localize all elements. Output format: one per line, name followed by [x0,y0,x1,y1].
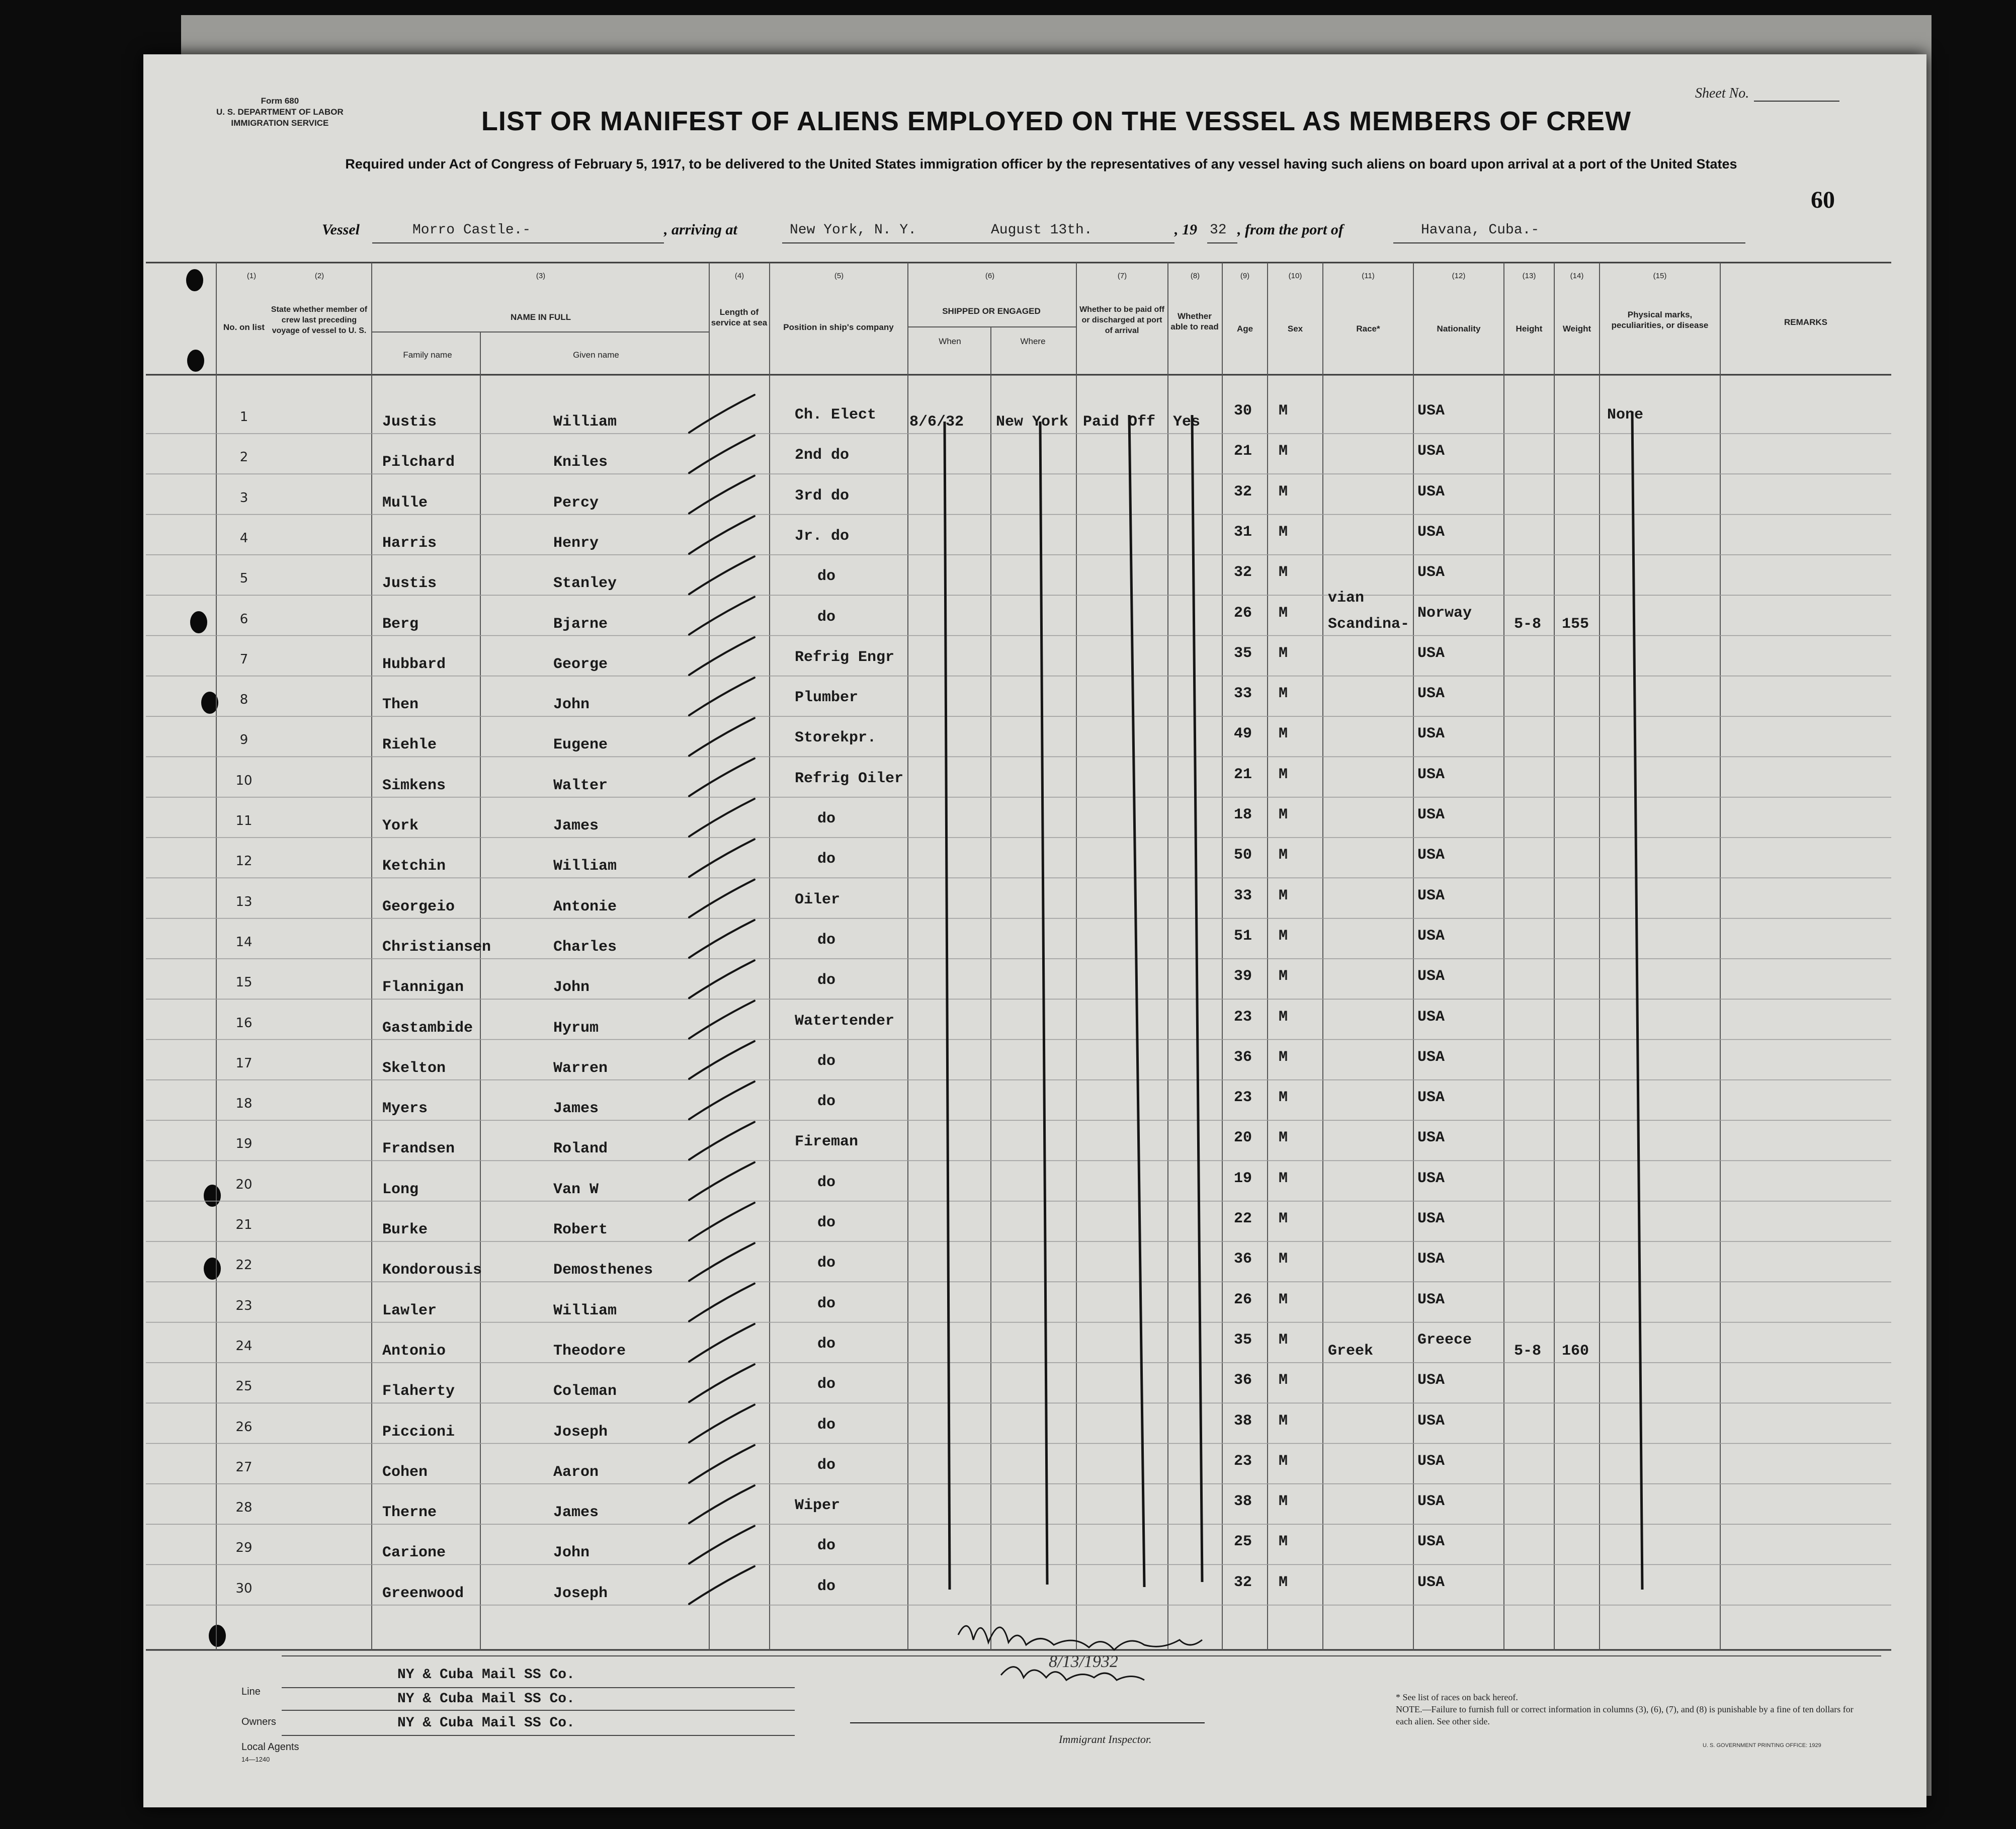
row-number: 30 [235,1581,253,1596]
position-cell: do [817,1052,836,1070]
sex-cell: M [1279,1210,1288,1227]
sex-cell: M [1279,1008,1288,1026]
position-cell: do [817,1335,836,1353]
given-name-cell: Antonie [553,898,617,916]
family-name-cell: Ketchin [382,858,446,875]
line-value: NY & Cuba Mail SS Co. [397,1667,575,1683]
sex-cell: M [1279,1372,1288,1389]
vessel-name: Morro Castle.- [412,222,531,238]
age-cell: 23 [1234,1008,1252,1026]
row-number: 10 [235,773,253,788]
given-name-cell: James [553,1100,599,1118]
age-cell: 32 [1234,483,1252,501]
given-name-cell: Kniles [553,454,608,471]
age-cell: 35 [1234,644,1252,662]
sex-cell: M [1279,1129,1288,1147]
family-name-cell: Long [382,1181,419,1198]
position-cell: Wiper [795,1497,841,1515]
nationality-cell: USA [1417,1372,1445,1389]
position-cell: do [817,1174,836,1191]
weight-cell: 155 [1562,615,1589,633]
col-number: (7) [1117,272,1127,280]
family-name-cell: Piccioni [382,1423,455,1441]
given-name-cell: Eugene [553,736,608,754]
header-sex: Sex [1287,324,1303,334]
sex-cell: M [1279,847,1288,864]
col-number: (15) [1653,272,1667,280]
nationality-cell: USA [1417,644,1445,662]
header-physical-marks: Physical marks, peculiarities, or disease [1611,310,1709,330]
sex-cell: M [1279,604,1288,622]
position-cell: do [817,1093,836,1111]
family-name-cell: Pilchard [382,454,455,471]
row-number: 20 [235,1177,253,1192]
age-cell: 39 [1234,968,1252,985]
family-name-cell: Greenwood [382,1585,464,1602]
nationality-cell: USA [1417,1210,1445,1227]
position-cell: Jr. do [795,527,850,545]
sex-cell: M [1279,1573,1288,1591]
row-number: 23 [235,1298,253,1313]
header-paid-off: Whether to be paid off or discharged at port of arrival [1079,305,1164,335]
position-cell: do [817,931,836,949]
sheet-label: Sheet No. [1695,86,1749,101]
age-cell: 33 [1234,887,1252,904]
given-name-cell: Charles [553,938,617,956]
row-number: 8 [239,692,248,708]
nationality-cell: USA [1417,1008,1445,1026]
sex-cell: M [1279,1048,1288,1066]
col-number: (2) [314,272,324,280]
vessel-label: Vessel [322,221,360,238]
col-number: (10) [1288,272,1302,280]
family-name-cell: Carione [382,1544,446,1562]
family-name-cell: York [382,817,419,835]
row-number: 16 [235,1015,253,1031]
nationality-cell: USA [1417,1089,1445,1107]
nationality-cell: USA [1417,443,1445,460]
row-number: 3 [239,490,248,506]
age-cell: 23 [1234,1089,1252,1107]
position-cell: Fireman [795,1133,859,1151]
department-name: U. S. DEPARTMENT OF LABOR [216,107,344,117]
family-name-cell: Antonio [382,1342,446,1360]
agents-code: 14—1240 [241,1756,270,1763]
position-cell: do [817,1456,836,1474]
position-cell: Refrig Oiler [795,770,904,787]
from-port: Havana, Cuba.- [1421,222,1540,238]
sex-cell: M [1279,1452,1288,1470]
age-cell: 50 [1234,847,1252,864]
given-name-cell: Percy [553,494,599,512]
nationality-cell: USA [1417,523,1445,541]
header-height: Height [1516,324,1543,334]
sex-cell: M [1279,1089,1288,1107]
family-name-cell: Frandsen [382,1140,455,1158]
header-age: Age [1236,324,1253,334]
page-number: 60 [1811,187,1835,213]
row-number: 22 [235,1258,253,1273]
col-number: (8) [1190,272,1200,280]
header-shipped-engaged: SHIPPED OR ENGAGED [942,306,1041,316]
arriving-label: , arriving at [664,221,737,238]
row-number: 1 [239,409,248,425]
age-cell: 51 [1234,927,1252,945]
owners-value: NY & Cuba Mail SS Co. [397,1691,575,1707]
race-cell-continued: vian [1328,589,1365,607]
age-cell: 20 [1234,1129,1252,1147]
family-name-cell: Hubbard [382,655,446,673]
height-cell: 5-8 [1514,1342,1542,1360]
family-name-cell: Therne [382,1504,437,1522]
header-name-in-full: NAME IN FULL [511,312,571,322]
family-name-cell: Riehle [382,736,437,754]
note-penalty: NOTE.—Failure to furnish full or correct information in columns (3), (6), (7), and (8) is punishable by a fine of ten dollars for each alien. See other side. [1396,1704,1854,1726]
given-name-cell: Stanley [553,575,617,593]
header-able-to-read: Whether able to read [1170,311,1219,331]
position-cell: do [817,810,836,827]
family-name-cell: Simkens [382,777,446,794]
col-number: (4) [734,272,744,280]
nationality-cell: USA [1417,1170,1445,1187]
sex-cell: M [1279,644,1288,662]
family-name-cell: Flaherty [382,1383,455,1400]
paid-off-cell: Paid Off [1083,413,1156,431]
position-cell: Storekpr. [795,729,877,747]
age-cell: 36 [1234,1048,1252,1066]
nationality-cell: USA [1417,927,1445,945]
age-cell: 19 [1234,1170,1252,1187]
row-number: 9 [239,732,248,748]
given-name-cell: Warren [553,1059,608,1077]
sex-cell: M [1279,443,1288,460]
header-when: When [939,337,961,346]
header-remarks: REMARKS [1784,317,1827,327]
nationality-cell: USA [1417,564,1445,581]
header-race: Race* [1356,324,1380,334]
nationality-cell: USA [1417,1452,1445,1470]
sex-cell: M [1279,1412,1288,1430]
weight-cell: 160 [1562,1342,1589,1360]
age-cell: 26 [1234,604,1252,622]
nationality-cell: USA [1417,847,1445,864]
sex-cell: M [1279,1170,1288,1187]
sex-cell: M [1279,564,1288,581]
position-cell: do [817,608,836,626]
sex-cell: M [1279,766,1288,783]
sex-cell: M [1279,968,1288,985]
given-name-cell: John [553,696,590,714]
sex-cell: M [1279,483,1288,501]
when-cell: 8/6/32 [909,413,964,431]
nationality-cell: USA [1417,725,1445,743]
row-number: 15 [235,975,253,990]
position-cell: Oiler [795,891,841,908]
owners-label: Owners [241,1716,276,1727]
family-name-cell: Harris [382,534,437,552]
age-cell: 18 [1234,806,1252,823]
nationality-cell: USA [1417,1291,1445,1308]
position-cell: Watertender [795,1012,895,1030]
age-cell: 26 [1234,1291,1252,1308]
nationality-cell: USA [1417,1048,1445,1066]
nationality-cell: USA [1417,766,1445,783]
nationality-cell: USA [1417,1251,1445,1268]
race-cell: Greek [1328,1342,1374,1360]
header-where: Where [1020,337,1046,346]
given-name-cell: John [553,979,590,996]
header-weight: Weight [1562,324,1591,334]
family-name-cell: Gastambide [382,1019,473,1037]
year-suffix: 32 [1210,222,1227,238]
position-cell: do [817,851,836,868]
col-number: (9) [1240,272,1250,280]
nationality-cell: USA [1417,1129,1445,1147]
family-name-cell: Burke [382,1221,428,1238]
given-name-cell: William [553,413,617,431]
document-title: LIST OR MANIFEST OF ALIENS EMPLOYED ON THE VESSEL AS MEMBERS OF CREW [481,106,1632,136]
sex-cell: M [1279,725,1288,743]
from-label: , from the port of [1237,221,1343,238]
position-cell: do [817,1416,836,1434]
nationality-cell: USA [1417,887,1445,904]
sex-cell: M [1279,1331,1288,1349]
height-cell: 5-8 [1514,615,1542,633]
position-cell: do [817,972,836,989]
row-number: 25 [235,1379,253,1394]
age-cell: 38 [1234,1493,1252,1511]
position-cell: do [817,1537,836,1555]
sex-cell: M [1279,685,1288,703]
row-number: 14 [235,934,253,950]
family-name-cell: Skelton [382,1059,446,1077]
col-number: (3) [536,272,546,280]
given-name-cell: Walter [553,777,608,794]
row-number: 13 [235,894,253,909]
row-number: 17 [235,1055,253,1071]
nationality-cell: USA [1417,483,1445,501]
given-name-cell: Van W [553,1181,599,1198]
family-name-cell: Cohen [382,1463,428,1481]
col-number: (1) [246,272,257,280]
agents-value: NY & Cuba Mail SS Co. [397,1715,575,1731]
sex-cell: M [1279,1291,1288,1308]
given-name-cell: Aaron [553,1463,599,1481]
position-cell: do [817,568,836,586]
given-name-cell: Joseph [553,1423,608,1441]
nationality-cell: USA [1417,685,1445,703]
col-number: (11) [1362,272,1375,280]
family-name-cell: Mulle [382,494,428,512]
row-number: 6 [239,611,248,627]
position-cell: Ch. Elect [795,406,877,424]
family-name-cell: Justis [382,575,437,593]
sex-cell: M [1279,1251,1288,1268]
position-cell: do [817,1214,836,1231]
position-cell: Plumber [795,689,859,707]
position-cell: Refrig Engr [795,648,895,666]
form-number: Form 680 [261,96,299,106]
nationality-cell: USA [1417,1533,1445,1551]
sex-cell: M [1279,523,1288,541]
nationality-cell: USA [1417,806,1445,823]
sex-cell: M [1279,806,1288,823]
row-number: 4 [239,530,248,546]
row-number: 26 [235,1419,253,1435]
age-cell: 21 [1234,443,1252,460]
family-name-cell: Lawler [382,1302,437,1319]
sex-cell: M [1279,1493,1288,1511]
given-name-cell: George [553,655,608,673]
age-cell: 36 [1234,1372,1252,1389]
family-name-cell: Myers [382,1100,428,1118]
nationality-cell: USA [1417,1493,1445,1511]
col-number: (5) [834,272,844,280]
row-number: 28 [235,1500,253,1516]
family-name-cell: Georgeio [382,898,455,916]
printing-office: U. S. GOVERNMENT PRINTING OFFICE: 1929 [1703,1742,1821,1749]
given-name-cell: William [553,1302,617,1319]
header-state-whether: State whether member of crew last preceding voyage of vessel to U. S. [271,305,368,335]
position-cell: do [817,1295,836,1312]
sex-cell: M [1279,927,1288,945]
family-name-cell: Then [382,696,419,714]
given-name-cell: Demosthenes [553,1262,653,1279]
family-name-cell: Kondorousis [382,1262,482,1279]
age-cell: 32 [1234,1573,1252,1591]
header-family-name: Family name [403,350,452,360]
row-number: 19 [235,1136,253,1152]
nationality-cell: USA [1417,402,1445,420]
where-cell: New York [996,413,1069,431]
year-prefix: , 19 [1174,221,1197,238]
age-cell: 33 [1234,685,1252,703]
age-cell: 31 [1234,523,1252,541]
position-cell: 2nd do [795,447,850,464]
sex-cell: M [1279,402,1288,420]
given-name-cell: Joseph [553,1585,608,1602]
document-subtitle: Required under Act of Congress of February 5, 1917, to be delivered to the United States immigration officer by the representatives of any vessel having such aliens on board upon arrival at a port of the United States [345,156,1737,172]
given-name-cell: Theodore [553,1342,626,1360]
row-number: 18 [235,1096,253,1112]
age-cell: 23 [1234,1452,1252,1470]
family-name-cell: Berg [382,615,419,633]
sex-cell: M [1279,887,1288,904]
family-name-cell: Christiansen [382,938,491,956]
able-to-read-cell: Yes [1173,413,1201,431]
age-cell: 22 [1234,1210,1252,1227]
age-cell: 30 [1234,402,1252,420]
nationality-cell: USA [1417,1573,1445,1591]
col-number: (13) [1522,272,1536,280]
age-cell: 49 [1234,725,1252,743]
row-number: 5 [239,571,248,587]
given-name-cell: John [553,1544,590,1562]
nationality-cell: USA [1417,968,1445,985]
row-number: 27 [235,1459,253,1475]
age-cell: 36 [1234,1251,1252,1268]
age-cell: 21 [1234,766,1252,783]
header-length-of-service: Length of service at sea [711,307,768,327]
header-position: Position in ship's company [783,322,894,332]
given-name-cell: William [553,858,617,875]
position-cell: 3rd do [795,487,850,505]
agents-label: Local Agents [241,1741,299,1753]
given-name-cell: Henry [553,534,599,552]
line-label: Line [241,1686,261,1697]
physical-marks-cell: None [1607,406,1644,424]
row-number: 11 [235,813,253,828]
row-number: 12 [235,854,253,869]
col-number: (12) [1452,272,1466,280]
age-cell: 38 [1234,1412,1252,1430]
col-number: (6) [985,272,995,280]
given-name-cell: Roland [553,1140,608,1158]
footnotes [1396,1691,1864,1727]
arrival-date: August 13th. [991,222,1093,238]
row-number: 7 [239,651,248,667]
header-no-on-list: No. on list [223,322,265,332]
service-name: IMMIGRATION SERVICE [231,118,329,128]
nationality-cell: Norway [1417,604,1472,622]
col-number: (14) [1570,272,1584,280]
handwritten-date: 8/13/1932 [1049,1652,1118,1671]
arriving-port: New York, N. Y. [790,222,917,238]
given-name-cell: Robert [553,1221,608,1238]
race-cell: Scandina- [1328,615,1410,633]
position-cell: do [817,1577,836,1595]
position-cell: do [817,1376,836,1393]
row-number: 21 [235,1217,253,1232]
family-name-cell: Flannigan [382,979,464,996]
row-number: 29 [235,1540,253,1556]
family-name-cell: Justis [382,413,437,431]
position-cell: do [817,1255,836,1272]
given-name-cell: Bjarne [553,615,608,633]
header-given-name: Given name [573,350,619,360]
given-name-cell: Coleman [553,1383,617,1400]
given-name-cell: Hyrum [553,1019,599,1037]
inspector-label: Immigrant Inspector. [1059,1733,1152,1745]
nationality-cell: Greece [1417,1331,1472,1349]
given-name-cell: James [553,1504,599,1522]
age-cell: 25 [1234,1533,1252,1551]
header-nationality: Nationality [1437,324,1481,334]
row-number: 2 [239,450,248,465]
note-races: * See list of races on back hereof. [1396,1692,1518,1702]
given-name-cell: James [553,817,599,835]
age-cell: 35 [1234,1331,1252,1349]
sex-cell: M [1279,1533,1288,1551]
age-cell: 32 [1234,564,1252,581]
nationality-cell: USA [1417,1412,1445,1430]
row-number: 24 [235,1338,253,1354]
